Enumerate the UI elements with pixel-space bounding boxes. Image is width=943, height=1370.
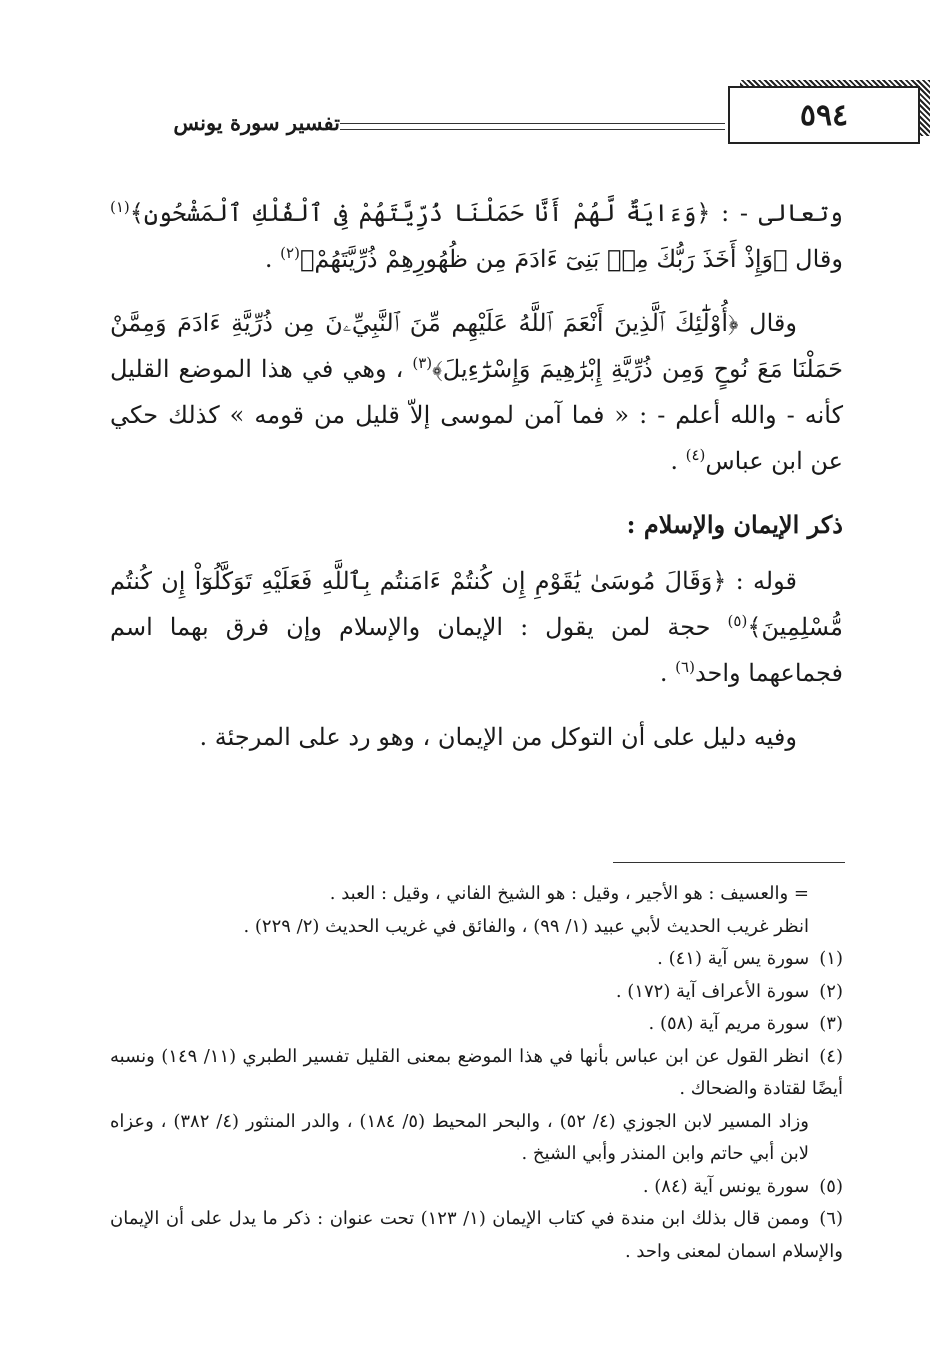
footnote-2 [110,976,843,1009]
footnote-4-continued: وزاد المسير لابن الجوزي (٤/ ٥٢) ، والبحر المحيط (٥/ ١٨٤) ، والدر المنثور (٤/ ٣٨٢) ، وعزاه لابن أبي حاتم وابن المنذر وأبي الشيخ . [110,1110,810,1164]
paragraph-3-text-c: . [659,659,676,687]
paragraph-2 [110,300,843,484]
footnote-3-number: (٣) [819,1013,843,1034]
paragraph-3-text-a: قوله : [726,567,797,595]
footnote-ref-2: (٢) [280,244,300,262]
footnote-ref-1: (١) [110,198,130,216]
footnote-1-number: (١) [819,948,843,969]
header-double-rule [340,123,725,130]
footnote-1 [110,943,843,976]
footnote-ref-5: (٥) [727,612,748,630]
footnote-2-text: سورة الأعراف آية (١٧٢) . [615,980,810,1002]
footnote-ref-4: (٤) [685,446,706,464]
footnote-5 [110,1171,843,1204]
quran-quote-araf-172: ﴿وَإِذْ أَخَذَ رَبُّكَ مِنۢ بَنِىٓ ءَادَمَ مِن ظُهُورِهِمْ ذُرِّيَّتَهُمْ﴾ [299,245,788,273]
section-heading: ذكر الإيمان والإسلام : [626,510,843,539]
main-text [110,190,843,760]
paragraph-3-text-b: حجة لمن يقول : الإيمان والإسلام وإن فرق بهما اسم فجماعهما واحد [110,613,843,687]
footnotes [110,878,843,1268]
page-number-box [728,86,920,144]
paragraph-2-text-c: . [670,447,686,475]
footnote-6 [110,1203,843,1268]
footnote-ref-6: (٦) [675,658,695,676]
footnote-3-text: سورة مريم آية (٥٨) . [648,1013,810,1034]
quran-quote-yasin-41: ﴿وَءَايَةٌ لَّهُمْ أَنَّا حَمَلْنَا ذُرِّيَّتَهُمْ فِى ٱلْفُلْكِ ٱلْمَشْحُونِ﴾ [129,199,711,227]
quran-quote-yunus-84: ﴿وَقَالَ مُوسَىٰ يَٰقَوْمِ إِن كُنتُمْ ءَامَنتُم بِٱللَّهِ فَعَلَيْهِ تَوَكَّلُوٓاْ إِن كُنتُم مُّسْلِمِينَ﴾ [110,567,843,641]
paragraph-2-text-b: ، وهي في هذا الموضع القليل كأنه - والله أعلم - : « فما آمن لموسى إلاّ قليل من قومه » كذلك حكي عن ابن عباس [110,355,843,475]
footnote-4-text: انظر القول عن ابن عباس بأنها في هذا الموضع بمعنى القليل تفسير الطبري (١١/ ١٤٩) ونسبه أيضًا لقتادة والضحاك . [110,1045,843,1099]
footnote-4 [110,1041,843,1106]
footnote-carry-line-2: انظر غريب الحديث لأبي عبيد (١/ ٩٩) ، والفائق في غريب الحديث (٢/ ٢٢٩) . [243,915,809,937]
footnote-3 [110,1008,843,1041]
paragraph-1-text-c: . [264,245,281,273]
footnote-carry-line-1: = والعسيف : هو الأجير ، وقيل : هو الشيخ الفاني ، وقيل : العبد . [329,883,809,904]
running-header [100,80,848,150]
paragraph-1 [110,190,843,282]
footnote-5-text: سورة يونس آية (٨٤) . [642,1175,810,1197]
page-number: ٥٩٤ [799,97,849,133]
paragraph-1-text-a: وتعالى - : [710,199,843,227]
paragraph-2-text-a: وقال [738,309,797,337]
footnote-2-number: (٢) [819,980,843,1002]
paragraph-1-text-b: وقال [787,245,843,273]
footnote-ref-3: (٣) [412,354,433,372]
running-title: تفسير سورة يونس [173,110,340,135]
paragraph-3 [110,558,843,696]
footnote-separator [613,862,845,863]
footnote-4-number: (٤) [819,1045,843,1067]
paragraph-4: وفيه دليل على أن التوكل من الإيمان ، وهو رد على المرجئة . [199,723,797,751]
quran-quote-maryam-58: ﴿أُوْلَٰٓئِكَ ٱلَّذِينَ أَنْعَمَ ٱللَّهُ عَلَيْهِم مِّنَ ٱلنَّبِيِّۦنَ مِن ذُرِّيَّةِ ءَادَمَ وَمِمَّنْ حَمَلْنَا مَعَ نُوحٍ وَمِن ذُرِّيَّةِ إِبْرَٰهِيمَ وَإِسْرَٰٓءِيلَ﴾ [110,309,843,383]
footnote-6-number: (٦) [819,1208,843,1229]
footnote-1-text: سورة يس آية (٤١) . [657,948,810,969]
footnote-5-number: (٥) [819,1175,843,1197]
footnote-6-text: وممن قال بذلك ابن مندة في كتاب الإيمان (١/ ١٢٣) تحت عنوان : ذكر ما يدل على أن الإيمان والإسلام اسمان لمعنى واحد . [110,1208,843,1262]
